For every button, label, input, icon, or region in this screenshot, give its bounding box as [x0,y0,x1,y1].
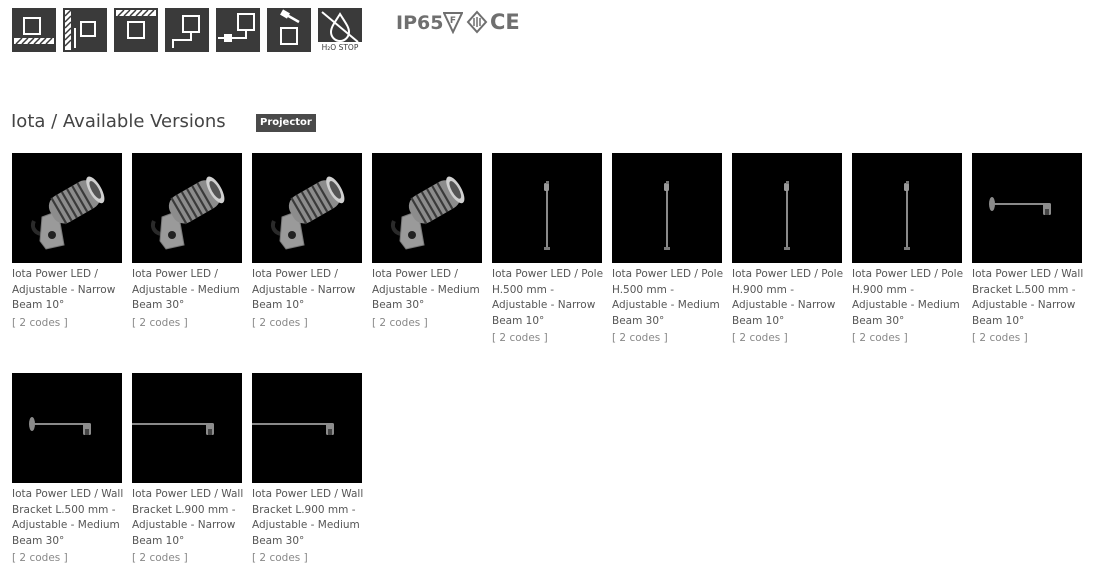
product-codes-link[interactable]: [ 2 codes ] [612,332,668,345]
product-codes-link[interactable]: [ 2 codes ] [492,332,548,345]
product-codes-link[interactable]: [ 2 codes ] [12,316,68,329]
impact-resistance-icon [267,8,311,52]
ip-rating: IP65 [396,12,444,34]
product-name[interactable]: Iota Power LED / Wall Bracket L.500 mm - Adjustable - Narrow Beam 10° [972,268,1084,327]
product-name[interactable]: Iota Power LED / Wall Bracket L.900 mm - Adjustable - Medium Beam 30° [252,488,364,547]
product-card[interactable] [132,373,242,565]
product-image[interactable] [12,373,122,483]
product-card[interactable] [372,153,482,330]
product-card[interactable] [492,153,602,345]
product-codes-link[interactable]: [ 2 codes ] [12,552,68,565]
product-card[interactable] [12,153,122,330]
surface-cable-icon [165,8,209,52]
ENEC-icon [466,10,488,34]
product-card[interactable] [852,153,962,345]
product-image[interactable] [492,153,602,263]
product-name[interactable]: Iota Power LED / Pole H.500 mm - Adjustable - Medium Beam 30° [612,268,724,327]
product-codes-link[interactable]: [ 2 codes ] [252,552,308,565]
wall-recessed-icon [63,8,107,52]
product-image[interactable] [732,153,842,263]
product-name[interactable]: Iota Power LED / Pole H.500 mm - Adjustable - Narrow Beam 10° [492,268,604,327]
product-name[interactable]: Iota Power LED / Adjustable - Medium Beam 30° [132,268,240,312]
product-card[interactable] [252,373,362,565]
product-codes-link[interactable]: [ 2 codes ] [852,332,908,345]
product-codes-link[interactable]: [ 2 codes ] [732,332,788,345]
product-name[interactable]: Iota Power LED / Adjustable - Medium Beam 30° [372,268,480,312]
product-name[interactable]: Iota Power LED / Pole H.900 mm - Adjustable - Narrow Beam 10° [732,268,844,327]
ceiling-recessed-icon [114,8,158,52]
CE-icon: CE [490,10,520,34]
product-name[interactable]: Iota Power LED / Wall Bracket L.500 mm - Adjustable - Medium Beam 30° [12,488,124,547]
section-title: Iota / Available Versions [11,111,226,132]
product-image[interactable] [252,373,362,483]
product-image[interactable] [12,153,122,263]
product-codes-link[interactable]: [ 2 codes ] [372,316,428,329]
product-card[interactable] [132,153,242,330]
F-mark-icon [443,10,463,34]
product-image[interactable] [852,153,962,263]
category-badge[interactable]: Projector [256,114,316,132]
product-card[interactable] [972,153,1082,345]
product-card[interactable] [252,153,362,330]
water-stop-icon [318,8,362,52]
svg-text:F: F [449,16,457,26]
product-codes-link[interactable]: [ 2 codes ] [972,332,1028,345]
product-image[interactable] [252,153,362,263]
product-card[interactable] [12,373,122,565]
water-stop-label: H₂O STOP [321,43,359,52]
product-codes-link[interactable]: [ 2 codes ] [132,316,188,329]
product-image[interactable] [372,153,482,263]
product-name[interactable]: Iota Power LED / Adjustable - Narrow Beam 10° [252,268,356,312]
product-card[interactable] [612,153,722,345]
product-image[interactable] [132,373,242,483]
product-name[interactable]: Iota Power LED / Wall Bracket L.900 mm - Adjustable - Narrow Beam 10° [132,488,244,547]
floor-recessed-icon [12,8,56,52]
product-name[interactable]: Iota Power LED / Adjustable - Narrow Beam 10° [12,268,116,312]
product-card[interactable] [732,153,842,345]
product-codes-link[interactable]: [ 2 codes ] [132,552,188,565]
remote-driver-icon [216,8,260,52]
product-image[interactable] [612,153,722,263]
product-image[interactable] [132,153,242,263]
product-image[interactable] [972,153,1082,263]
product-codes-link[interactable]: [ 2 codes ] [252,316,308,329]
product-name[interactable]: Iota Power LED / Pole H.900 mm - Adjustable - Medium Beam 30° [852,268,964,327]
